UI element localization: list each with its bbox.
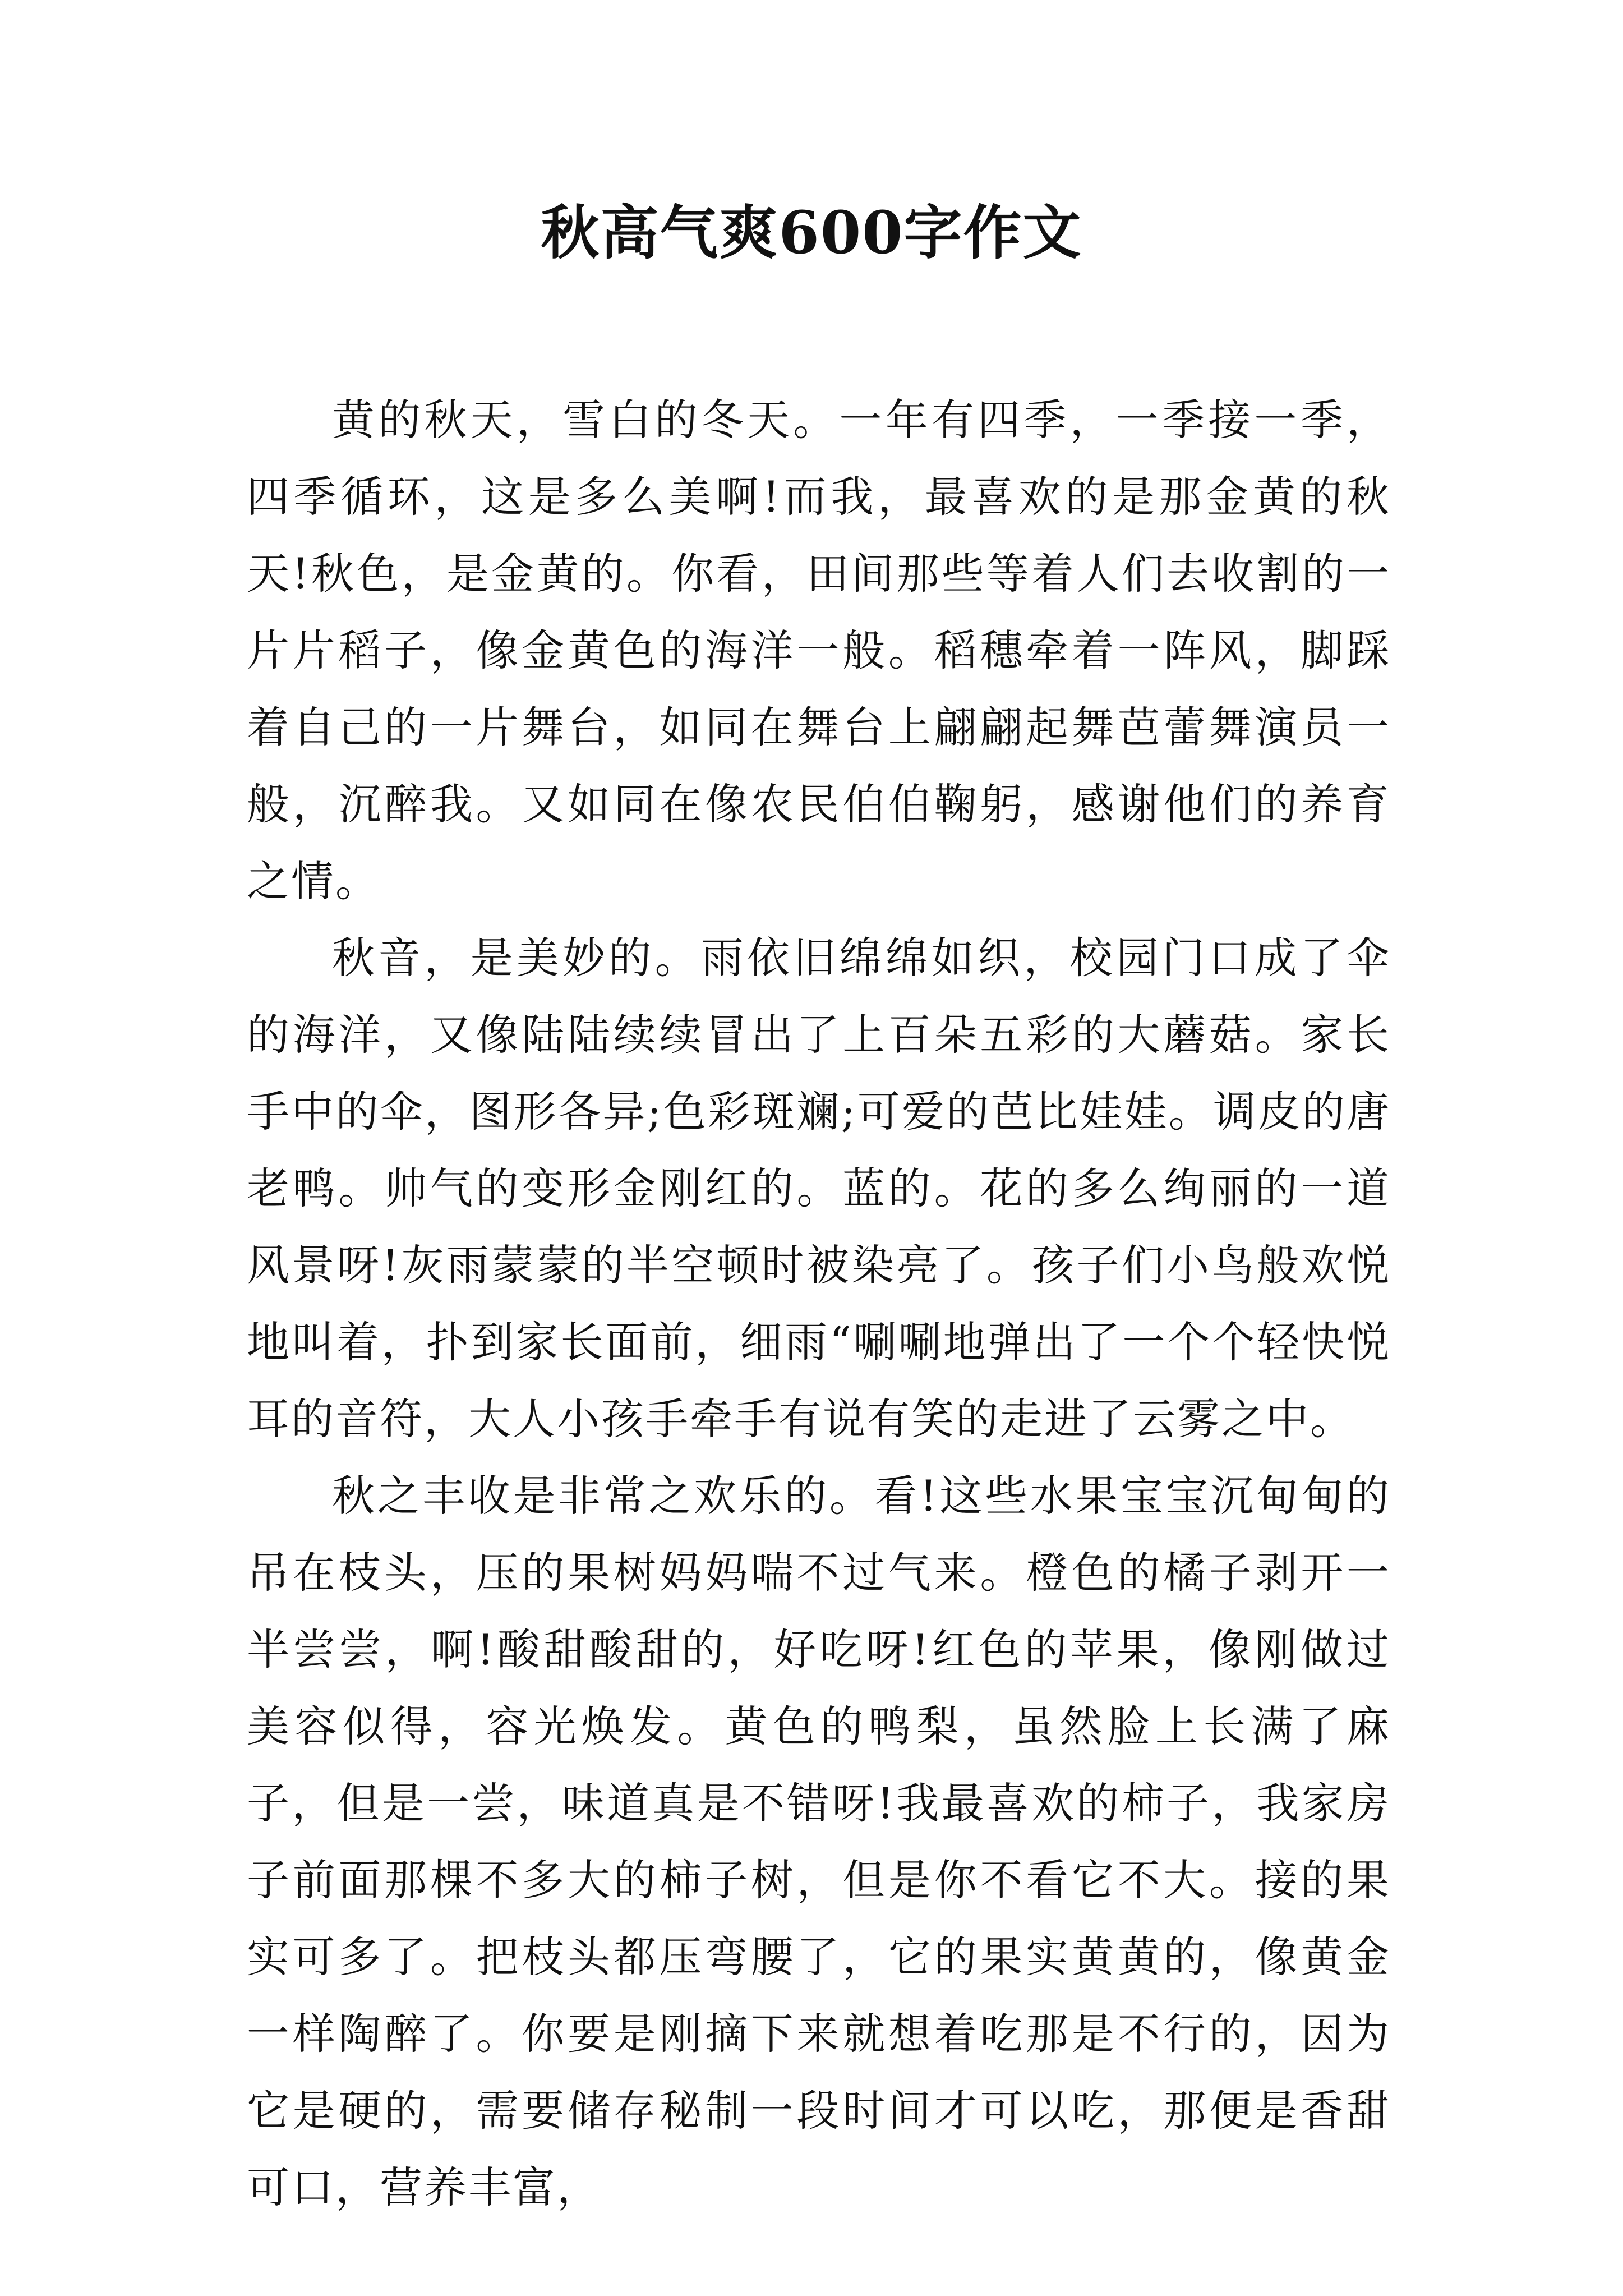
paragraph-autumn-harvest: 秋之丰收是非常之欢乐的。看!这些水果宝宝沉甸甸的吊在枝头，压的果树妈妈喘不过气来。橙色的橘子剥开一半尝尝，啊!酸甜酸甜的，好吃呀!红色的苹果，像刚做过美容似得，容光焕发。黄色的鸭梨，虽然脸上长满了麻子，但是一尝，味道真是不错呀!我最喜欢的柿子，我家房子前面那棵不多大的柿子树，但是你不看它不大。接的果实可多了。把枝头都压弯腰了，它的果实黄黄的，像黄金一样陶醉了。你要是刚摘下来就想着吃那是不行的，因为它是硬的，需要储存秘制一段时间才可以吃，那便是香甜可口，营养丰富， [247, 1471, 1391, 2212]
paragraph-autumn-sound: 秋音，是美妙的。雨依旧绵绵如织，校园门口成了伞的海洋，又像陆陆续续冒出了上百朵五彩的大蘑菇。家长手中的伞，图形各异;色彩斑斓;可爱的芭比娃娃。调皮的唐老鸭。帅气的变形金刚红的。蓝的。花的多么绚丽的一道风景呀!灰雨蒙蒙的半空顿时被染亮了。孩子们小鸟般欢悦地叫着，扑到家长面前，细雨“唰唰地弹出了一个个轻快悦耳的音符，大人小孩手牵手有说有笑的走进了云雾之中。 [247, 933, 1391, 1444]
paragraph-autumn-color: 黄的秋天，雪白的冬天。一年有四季，一季接一季，四季循环，这是多么美啊!而我，最喜欢的是那金黄的秋天!秋色，是金黄的。你看，田间那些等着人们去收割的一片片稻子，像金黄色的海洋一般。稻穗牵着一阵风，脚踩着自己的一片舞台，如同在舞台上翩翩起舞芭蕾舞演员一般，沉醉我。又如同在像农民伯伯鞠躬，感谢他们的养育之情。 [247, 395, 1391, 906]
document-title: 秋高气爽600字作文 [541, 198, 1082, 267]
document-body [247, 381, 1391, 2226]
